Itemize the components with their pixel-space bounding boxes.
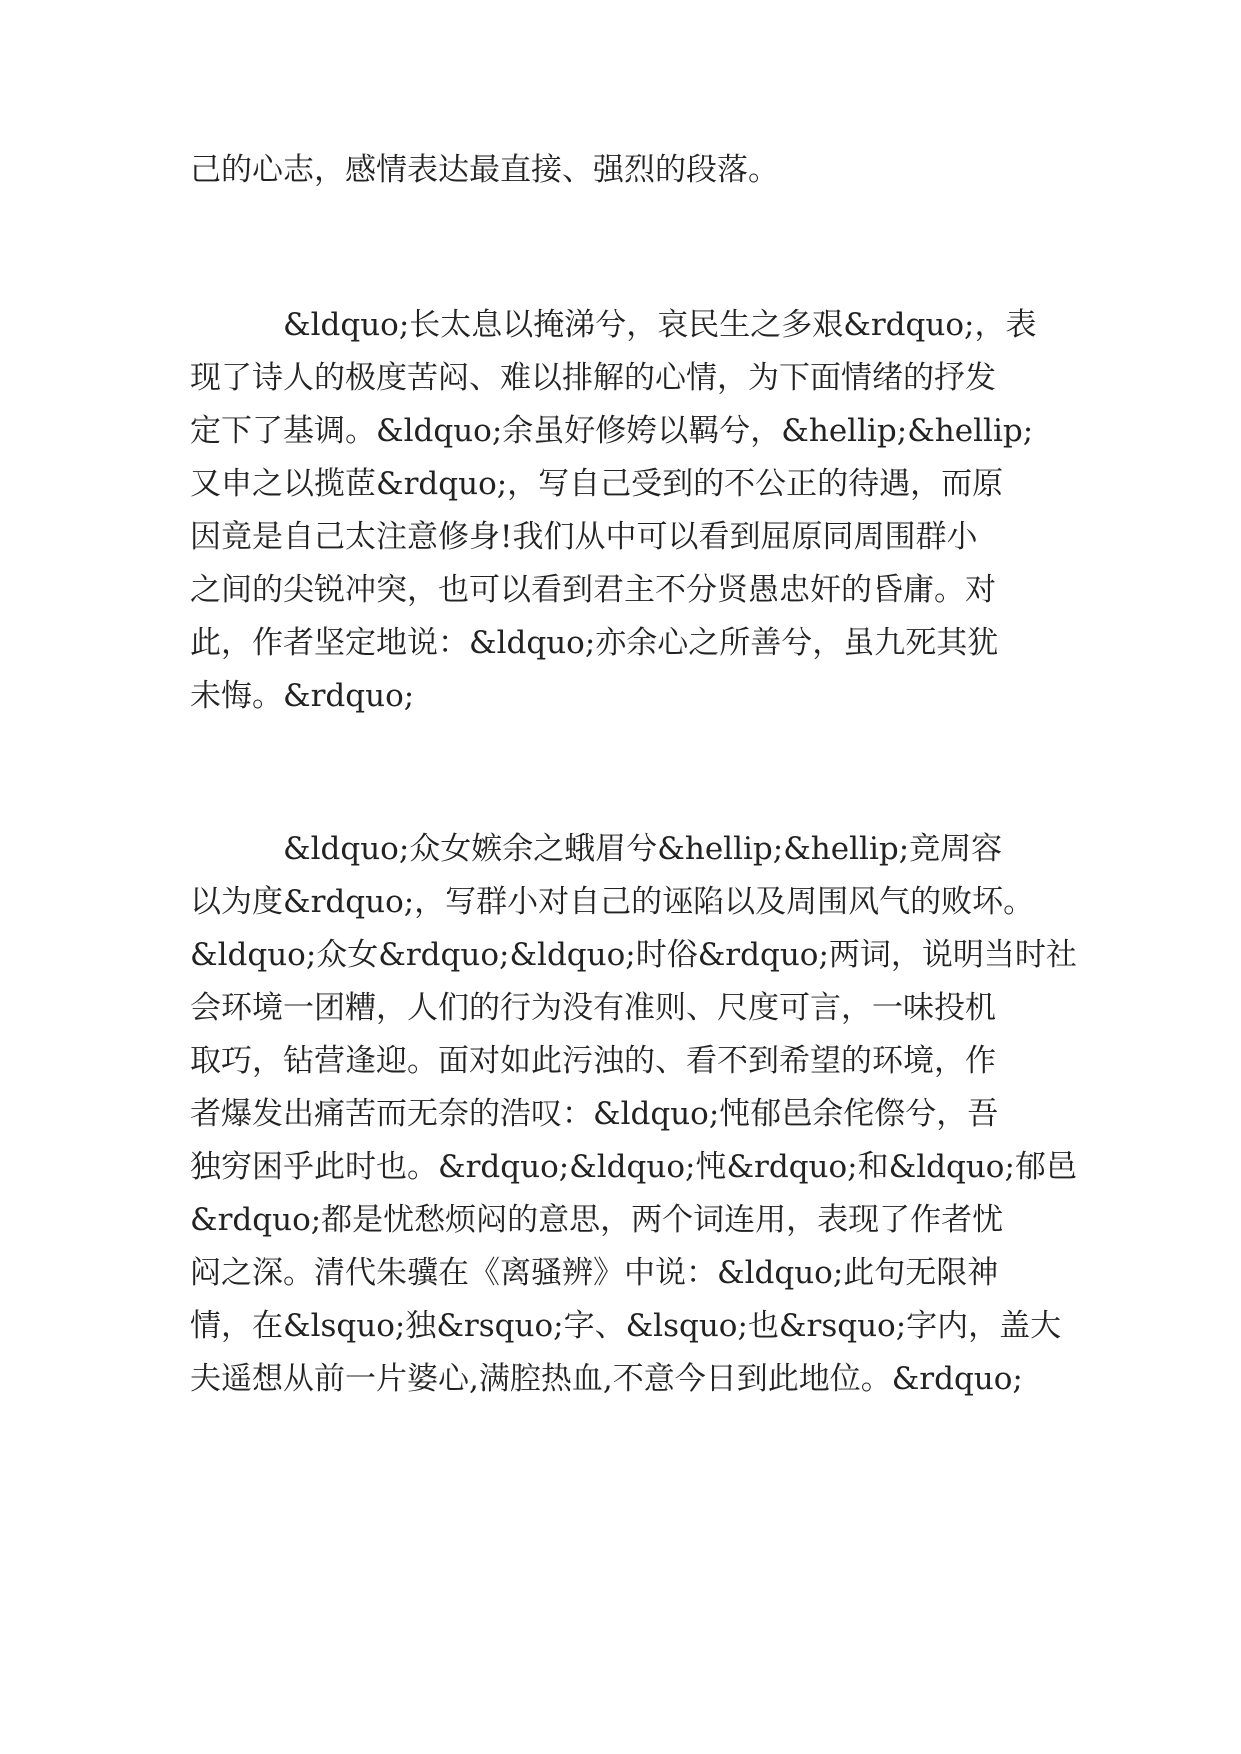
text-line: 者爆发出痛苦而无奈的浩叹：&ldquo;忳郁邑余侘傺兮，吾 (190, 1096, 999, 1132)
text-line: 会环境一团糟，人们的行为没有准则、尺度可言，一味投机 (190, 990, 996, 1026)
text-line: 取巧，钻营逢迎。面对如此污浊的、看不到希望的环境，作 (190, 1043, 996, 1079)
text-line: 此，作者坚定地说：&ldquo;亦余心之所善兮，虽九死其犹 (190, 625, 999, 661)
text-line: 情，在&lsquo;独&rsquo;字、&lsquo;也&rsquo;字内，盖大 (190, 1308, 1062, 1344)
text-line: &ldquo;长太息以掩涕兮，哀民生之多艰&rdquo;，表 (190, 307, 1037, 343)
text-line: 以为度&rdquo;，写群小对自己的诬陷以及周围风气的败坏。 (190, 884, 1035, 920)
text-line: 夫遥想从前一片婆心,满腔热血,不意今日到此地位。&rdquo; (190, 1361, 1023, 1397)
text-line: 现了诗人的极度苦闷、难以排解的心情，为下面情绪的抒发 (190, 360, 996, 396)
text-line: 闷之深。清代朱骥在《离骚辨》中说：&ldquo;此句无限神 (190, 1255, 999, 1291)
text-line: 定下了基调。&ldquo;余虽好修姱以羁兮，&hellip;&hellip; (190, 413, 1034, 449)
text-line: 独穷困乎此时也。&rdquo;&ldquo;忳&rdquo;和&ldquo;郁邑 (190, 1149, 1077, 1185)
text-line: 又申之以揽茝&rdquo;，写自己受到的不公正的待遇，而原 (190, 466, 1004, 502)
text-line: 之间的尖锐冲突，也可以看到君主不分贤愚忠奸的昏庸。对 (190, 572, 996, 608)
text-line: &ldquo;众女&rdquo;&ldquo;时俗&rdquo;两词，说明当时社 (190, 937, 1077, 973)
text-line: 己的心志，感情表达最直接、强烈的段落。 (190, 152, 779, 188)
text-line: 未悔。&rdquo; (190, 678, 415, 714)
text-line: &ldquo;众女嫉余之蛾眉兮&hellip;&hellip;竞周容 (190, 831, 1003, 867)
text-line: &rdquo;都是忧愁烦闷的意思，两个词连用，表现了作者忧 (190, 1202, 1004, 1238)
text-line: 因竟是自己太注意修身!我们从中可以看到屈原同周围群小 (190, 519, 978, 555)
